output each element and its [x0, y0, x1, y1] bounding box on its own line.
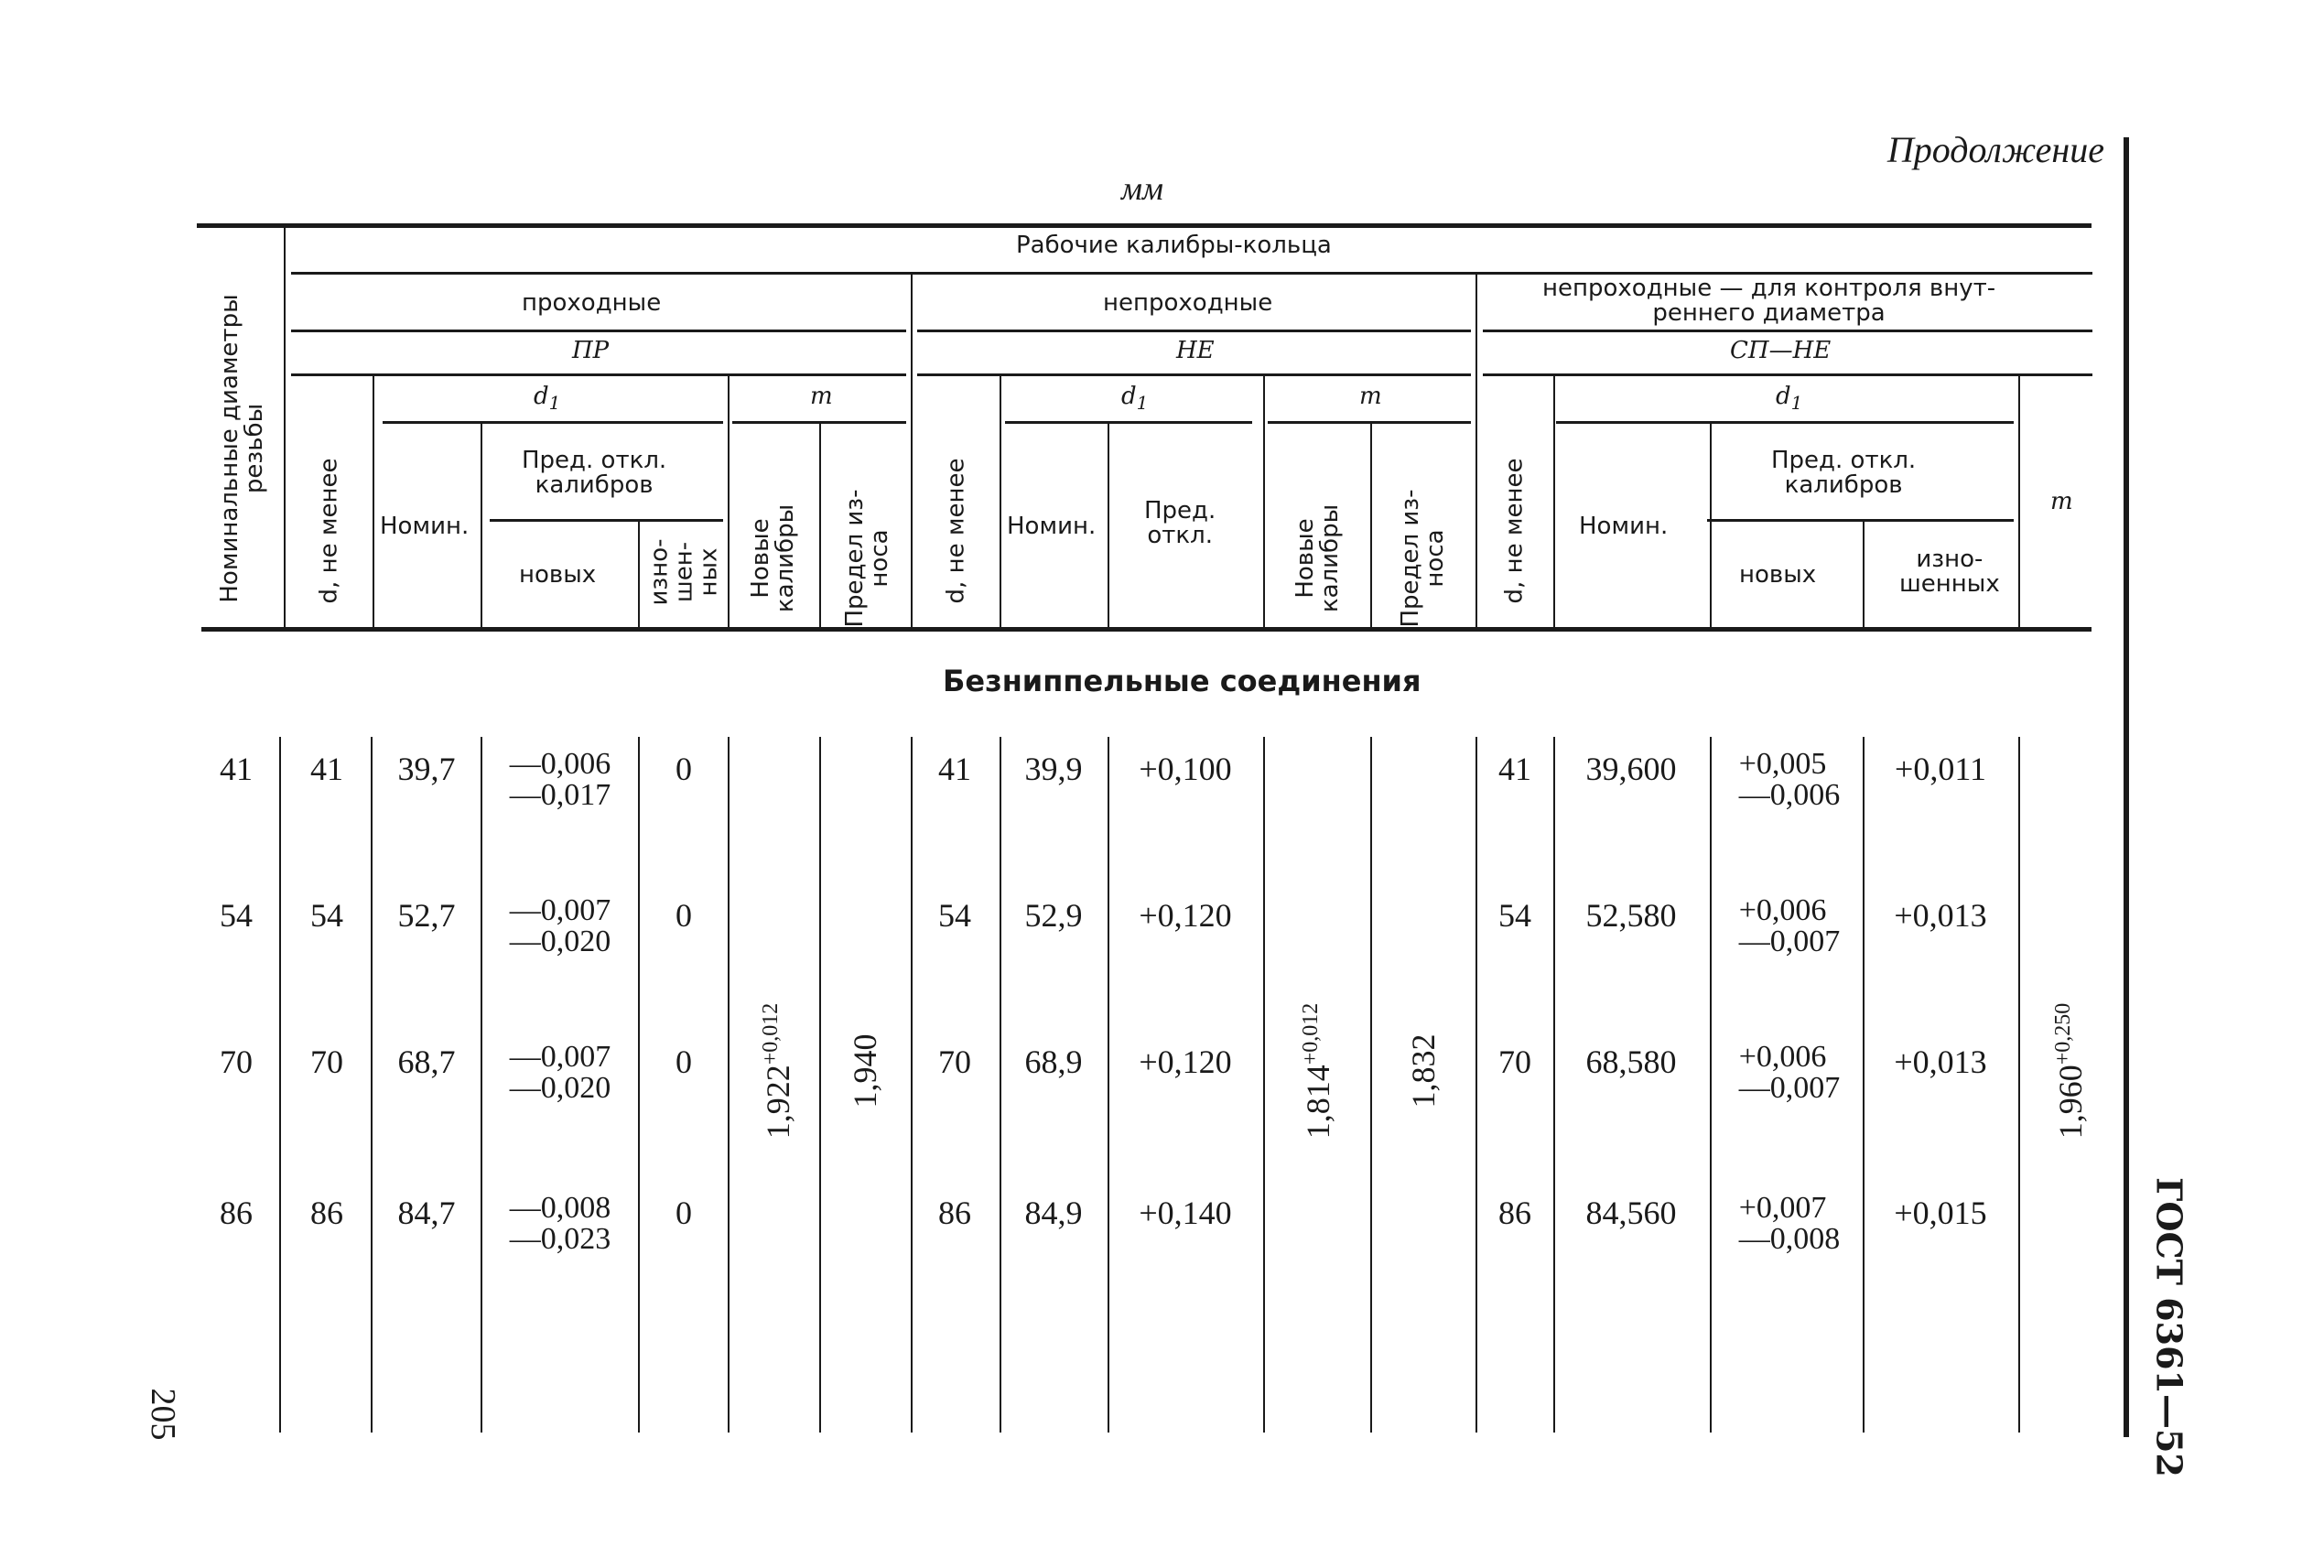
col-rule — [481, 737, 482, 1433]
ne-nomin-label: Номин. — [1007, 513, 1097, 540]
col-rule — [371, 737, 373, 1433]
sp-d-min-label: d, не менее — [1500, 458, 1529, 604]
pr-nomin-label: Номин. — [380, 513, 470, 540]
col-rule — [1553, 375, 1555, 628]
col-rule — [638, 520, 640, 628]
header-rule — [490, 519, 723, 522]
cell-sp-worn: +0,015 — [1894, 1195, 1987, 1231]
row-header: Номинальные диаметры резьбы — [216, 294, 268, 603]
cell-sp-nom: 68,580 — [1585, 1044, 1677, 1080]
cell-ne-dev: +0,140 — [1139, 1195, 1232, 1231]
col-rule — [1710, 423, 1712, 628]
col-rule — [1108, 423, 1109, 628]
header-rule — [383, 421, 723, 424]
pr-m-label: m — [810, 383, 833, 410]
cell-ne-d: 41 — [938, 751, 971, 787]
col-rule — [1553, 737, 1555, 1433]
ne-pred-otkl-label: Пред. откл. — [1144, 497, 1216, 549]
cell-nom: 86 — [220, 1195, 253, 1231]
header-rule — [1483, 373, 2092, 376]
col-rule — [279, 737, 281, 1433]
col-rule — [1863, 520, 1865, 628]
cell-sp-nom: 84,560 — [1585, 1195, 1677, 1231]
cell-sp-new-tolerance: +0,007 —0,008 — [1738, 1191, 1841, 1256]
cell-pr-nom: 84,7 — [397, 1195, 456, 1231]
col-rule — [1263, 375, 1265, 628]
ne-m-label: m — [1359, 383, 1382, 410]
cell-ne-dev: +0,120 — [1139, 1044, 1232, 1080]
cell-sp-d: 70 — [1498, 1044, 1531, 1080]
pr-m-new-value: $1,922^{+0,012}$ — [759, 1002, 796, 1140]
cell-pr-worn: 0 — [676, 1195, 692, 1231]
cell-pr-new-tolerance: —0,006 —0,017 — [509, 747, 611, 812]
col-rule — [1370, 423, 1372, 628]
cell-pr-nom: 52,7 — [397, 897, 456, 934]
cell-ne-nom: 84,9 — [1024, 1195, 1083, 1231]
col-rule — [819, 737, 821, 1433]
pr-m-limit-value: 1,940 — [847, 1033, 883, 1108]
cell-pr-d: 86 — [310, 1195, 343, 1231]
cell-sp-d: 86 — [1498, 1195, 1531, 1231]
cell-pr-d: 54 — [310, 897, 343, 934]
pr-iznosh-label: изно- шен- ных — [645, 538, 723, 606]
col-rule — [728, 375, 730, 628]
section-title: Безниппельные соединения — [943, 664, 1421, 698]
cell-pr-worn: 0 — [676, 897, 692, 934]
cell-ne-d: 70 — [938, 1044, 971, 1080]
cell-sp-new-tolerance: +0,006 —0,007 — [1738, 893, 1841, 958]
sp-novyh-label: новых — [1739, 561, 1817, 589]
col-rule — [1000, 737, 1001, 1433]
cell-pr-d: 41 — [310, 751, 343, 787]
pr-novyh-label: новых — [519, 561, 597, 589]
col-rule — [911, 275, 913, 628]
col-rule — [1108, 737, 1109, 1433]
continuation-label: Продолжение — [1886, 129, 2104, 170]
ne-m-new-value: $1,814^{+0,012}$ — [1299, 1002, 1336, 1140]
cell-sp-worn: +0,013 — [1894, 1044, 1987, 1080]
ne-d1-label: $d_1$ — [1121, 383, 1149, 415]
cell-sp-worn: +0,011 — [1895, 751, 1986, 787]
col-rule — [1370, 737, 1372, 1433]
sp-m-value: $1,960^{+0,250}$ — [2051, 1002, 2089, 1140]
cell-pr-nom: 68,7 — [397, 1044, 456, 1080]
header-rule — [1707, 519, 2014, 522]
cell-sp-new-tolerance: +0,005 —0,006 — [1738, 747, 1841, 812]
cell-sp-d: 54 — [1498, 897, 1531, 934]
ne-novye-label: Новые калибры — [1292, 503, 1344, 613]
cell-pr-nom: 39,7 — [397, 751, 456, 787]
group-sp-code: СП—НЕ — [1730, 337, 1832, 364]
cell-pr-new-tolerance: —0,007 —0,020 — [509, 1040, 611, 1105]
pr-predel-label: Предел из- носа — [841, 489, 893, 628]
cell-pr-new-tolerance: —0,008 —0,023 — [509, 1191, 611, 1256]
header-rule — [1268, 421, 1471, 424]
col-rule — [1710, 737, 1712, 1433]
sp-d1-label: $d_1$ — [1776, 383, 1803, 415]
cell-nom: 41 — [220, 751, 253, 787]
group-ne-name: непроходные — [1103, 289, 1273, 317]
cell-ne-nom: 39,9 — [1024, 751, 1083, 787]
cell-nom: 54 — [220, 897, 253, 934]
ne-m-limit-value: 1,832 — [1405, 1033, 1442, 1108]
pr-d-min-label: d, не менее — [315, 458, 343, 604]
col-rule — [1475, 275, 1477, 628]
col-rule — [2018, 737, 2020, 1433]
margin-rule — [2124, 137, 2129, 1437]
header-rule — [917, 330, 1471, 332]
col-rule — [1263, 737, 1265, 1433]
cell-pr-new-tolerance: —0,007 —0,020 — [509, 893, 611, 958]
pr-d1-label: $d_1$ — [534, 383, 561, 415]
cell-pr-worn: 0 — [676, 751, 692, 787]
ne-predel-label: Предел из- носа — [1397, 489, 1449, 628]
cell-sp-d: 41 — [1498, 751, 1531, 787]
table-top-rule — [197, 223, 2092, 228]
col-rule — [819, 423, 821, 628]
header-rule — [1483, 330, 2092, 332]
pr-pred-otkl-label: Пред. откл. калибров — [522, 447, 667, 499]
cell-ne-nom: 68,9 — [1024, 1044, 1083, 1080]
group-pr-code: ПР — [572, 337, 610, 364]
sp-pred-otkl-label: Пред. откл. калибров — [1771, 447, 1917, 499]
sp-iznosh-label: изно- шенных — [1899, 546, 2000, 598]
cell-pr-worn: 0 — [676, 1044, 692, 1080]
header-rule — [1556, 421, 2014, 424]
cell-sp-new-tolerance: +0,006 —0,007 — [1738, 1040, 1841, 1105]
col-rule — [638, 737, 640, 1433]
ne-d-min-label: d, не менее — [942, 458, 970, 604]
cell-sp-worn: +0,013 — [1894, 897, 1987, 934]
group-ne-code: НЕ — [1176, 337, 1215, 364]
header-rule — [291, 330, 906, 332]
cell-ne-dev: +0,100 — [1139, 751, 1232, 787]
header-rule — [291, 373, 906, 376]
col-rule — [911, 737, 913, 1433]
sp-m-label: m — [2050, 488, 2073, 515]
group-pr-name: проходные — [522, 289, 662, 317]
pr-novye-label: Новые калибры — [747, 503, 799, 613]
col-rule — [2018, 375, 2020, 628]
cell-sp-nom: 52,580 — [1585, 897, 1677, 934]
cell-ne-d: 86 — [938, 1195, 971, 1231]
col-rule — [1475, 737, 1477, 1433]
page-number: 205 — [144, 1388, 182, 1441]
cell-ne-d: 54 — [938, 897, 971, 934]
col-rule — [728, 737, 730, 1433]
group-sp-name: непроходные — для контроля внут- реннего диаметра — [1542, 275, 1996, 327]
cell-ne-nom: 52,9 — [1024, 897, 1083, 934]
cell-sp-nom: 39,600 — [1585, 751, 1677, 787]
col-rule — [284, 225, 286, 628]
header-bottom-rule — [201, 627, 2092, 632]
col-rule — [373, 375, 374, 628]
header-rule — [1005, 421, 1252, 424]
group-title: Рабочие калибры-кольца — [1016, 232, 1332, 259]
col-rule — [1000, 375, 1001, 628]
sp-nomin-label: Номин. — [1579, 513, 1669, 540]
gost-label: ГОСТ 6361—52 — [2148, 1177, 2190, 1477]
units-label: мм — [1121, 170, 1163, 207]
cell-pr-d: 70 — [310, 1044, 343, 1080]
col-rule — [1863, 737, 1865, 1433]
cell-nom: 70 — [220, 1044, 253, 1080]
cell-ne-dev: +0,120 — [1139, 897, 1232, 934]
col-rule — [481, 423, 482, 628]
